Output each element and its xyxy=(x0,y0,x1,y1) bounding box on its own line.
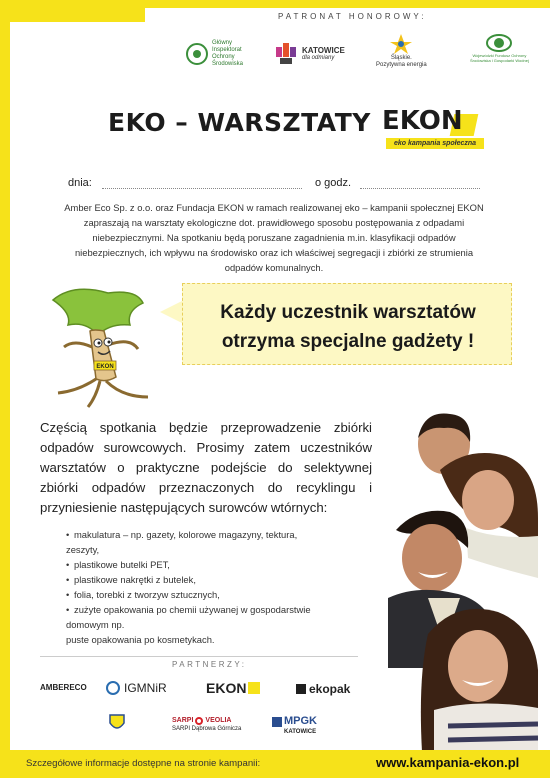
ekon-logo xyxy=(382,108,486,148)
list-item: • folia, torebki z tworzyw sztucznych, xyxy=(66,589,220,600)
mascot-label: EKON xyxy=(96,364,114,370)
campaign-website-link[interactable]: www.kampania-ekon.pl xyxy=(376,755,520,770)
partner-ekon: EKON xyxy=(206,680,260,696)
partners-label: PARTNERZY: xyxy=(172,660,247,669)
speech-bubble-tail xyxy=(160,300,184,324)
veolia-circle-icon xyxy=(195,717,203,725)
eagle-circle-icon xyxy=(186,43,208,65)
ekon-badge-icon xyxy=(248,682,260,694)
date-time-field[interactable] xyxy=(360,188,480,189)
patron-logos xyxy=(180,34,540,74)
intro-paragraph: Amber Eco Sp. z o.o. oraz Fundacja EKON w ramach realizowanej eko – kampanii społecznej EKON zapraszają na warsztaty ekologiczne dot. prawidłowego sposobu postępowania z odpadami niebezpiecznymi. Na spotkaniu będą poruszane zagadnienia m.in. klasyfikacji odpadów niebezpiecznych, ich wpływu na środowisko oraz ich właściwej segregacji i zbiórki ze strumienia odpadów komunalnych. xyxy=(64,202,484,273)
main-paragraph: Częścią spotkania będzie przeprowadzenie zbiórki odpadów surowcowych. Prosimy zatem uczestników warsztatów o praktyczne podejście do selektywnej zbiórki odpadów przeznaczonych do recyklingu i przyniesienie następujących surowców wtórnych: xyxy=(40,420,372,515)
mpgk-square-icon xyxy=(272,717,282,727)
yellow-frame-left xyxy=(0,0,10,778)
date-time-label: o godz. xyxy=(315,177,352,189)
list-item-continuation: zeszyty, xyxy=(66,544,100,555)
tree-mascot-icon xyxy=(38,285,168,410)
patronat-label: PATRONAT HONOROWY: xyxy=(278,12,427,21)
patron-katowice: KATOWICE dla odmiany xyxy=(276,34,345,74)
items-list xyxy=(66,527,366,647)
list-item-continuation: domowym np. xyxy=(66,619,125,630)
date-day-field[interactable] xyxy=(102,188,302,189)
partner-amber-eco: AMBERECO xyxy=(40,683,87,692)
list-item-continuation: puste opakowania po kosmetykach. xyxy=(66,634,215,645)
people-photo xyxy=(388,408,538,752)
speech-line-1: Każdy uczestnik warsztatów xyxy=(220,302,476,323)
patron-gios: Główny Inspektorat Ochrony Środowiska xyxy=(186,34,243,74)
partner-ekopak: ekopak xyxy=(296,682,350,696)
date-row xyxy=(68,177,488,191)
patron-wfos: Wojewódzki Fundusz Ochrony Środowiska i Gospodarki Wodnej xyxy=(470,34,529,74)
speech-bubble xyxy=(182,283,512,365)
silesia-flower-icon xyxy=(390,34,412,54)
page-title: EKO – WARSZTATY xyxy=(108,108,371,137)
date-day-label: dnia: xyxy=(68,177,92,189)
katowice-blocks-icon xyxy=(276,43,298,65)
ekon-logo-tagline: eko kampania społeczna xyxy=(386,138,484,149)
ekon-logo-word: EKON xyxy=(382,106,463,136)
partner-mpgk: MPGK KATOWICE xyxy=(272,716,317,738)
list-item: • makulatura – np. gazety, kolorowe magazyny, tektura, xyxy=(66,529,298,540)
shield-crest-icon xyxy=(108,713,126,733)
ekopak-square-icon xyxy=(296,684,306,694)
patron-slaskie: Śląskie. Pozytywna energia xyxy=(376,34,427,74)
yellow-frame-corner xyxy=(0,0,145,22)
partner-sarpi-veolia: SARPI VEOLIA SARPI Dąbrowa Górnicza xyxy=(172,717,242,732)
footer-bar xyxy=(10,750,550,778)
partner-igmnir: IGMNiR xyxy=(106,681,167,695)
list-item: • plastikowe butelki PET, xyxy=(66,559,170,570)
title-row xyxy=(108,108,488,148)
list-item: • plastikowe nakrętki z butelek, xyxy=(66,574,196,585)
footer-info-text: Szczegółowe informacje dostępne na stronie kampanii: xyxy=(26,758,261,769)
list-item: • zużyte opakowania po chemii używanej w gospodarstwie xyxy=(66,604,311,615)
wfos-leaf-icon xyxy=(486,34,512,52)
igmnir-circle-icon xyxy=(106,681,120,695)
partners-divider xyxy=(40,656,358,657)
speech-line-2: otrzyma specjalne gadżety ! xyxy=(221,331,475,352)
